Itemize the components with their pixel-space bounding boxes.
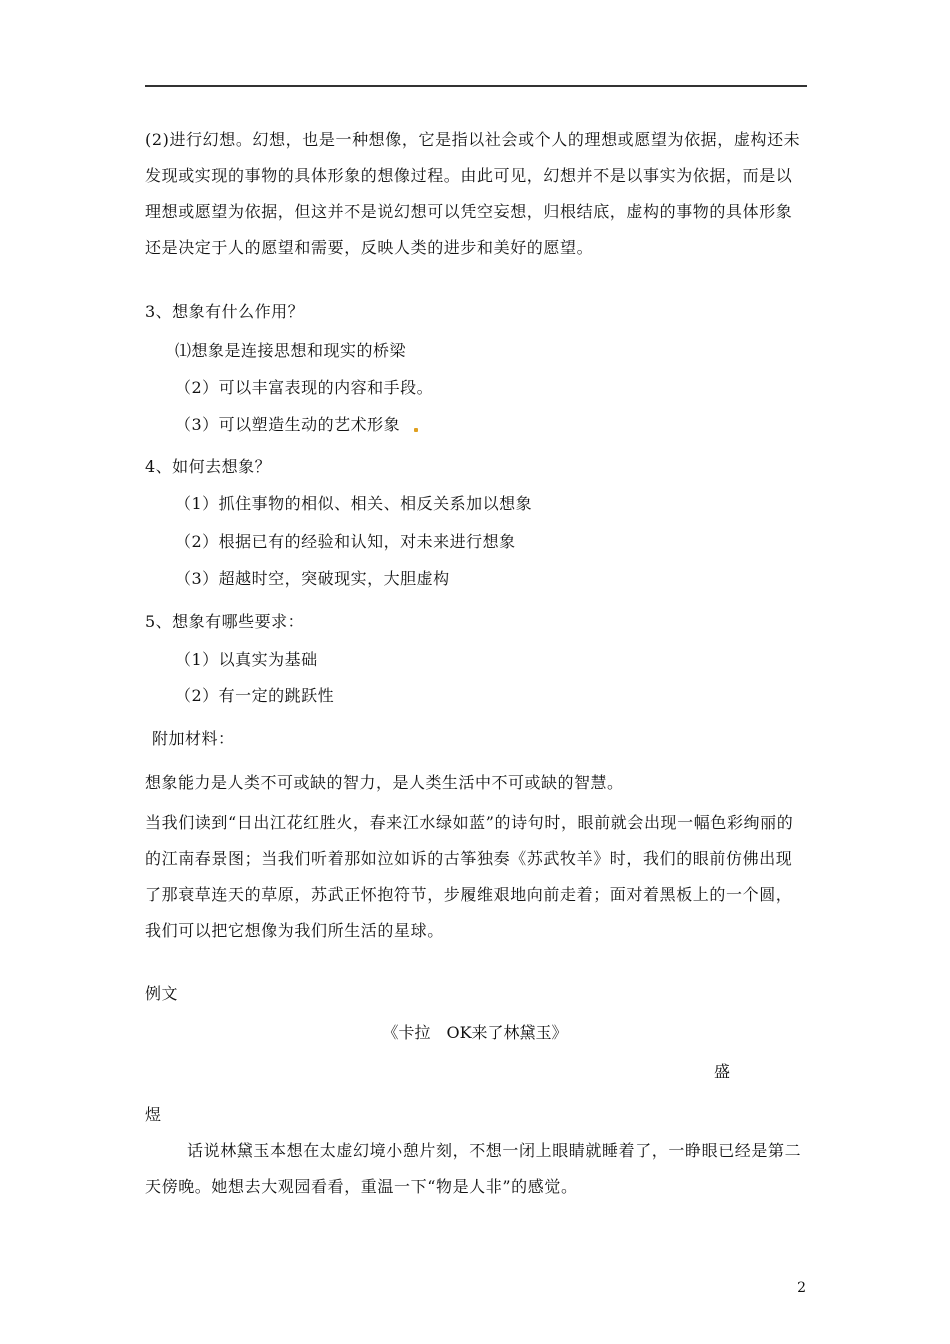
q4-item-2: （2）根据已有的经验和认知，对未来进行想象 <box>175 532 516 551</box>
essay-title: 《卡拉 OK来了林黛玉》 <box>382 1023 568 1042</box>
q3-item-3-row <box>175 415 418 435</box>
page-number: 2 <box>797 1280 806 1296</box>
q4-item-1: （1）抓住事物的相似、相关、相反关系加以想象 <box>175 494 533 513</box>
question-4: 4、如何去想象？ <box>145 457 272 476</box>
highlight-mark <box>414 428 418 432</box>
paragraph-fantasy: (2)进行幻想。幻想，也是一种想像，它是指以社会或个人的理想或愿望为依据，虚构还未发现或实现的事物的具体形象的想像过程。由此可见，幻想并不是以事实为依据，而是以理想或愿望为依据，但这并不是说幻想可以凭空妄想，归根结底，虚构的事物的具体形象还是决定于人的愿望和需要，反映人类的进步和美好的愿望。 <box>145 130 801 257</box>
appendix-line: 想象能力是人类不可或缺的智力，是人类生活中不可或缺的智慧。 <box>145 773 624 792</box>
paragraph-imagination: 当我们读到“日出江花红胜火，春来江水绿如蓝”的诗句时，眼前就会出现一幅色彩绚丽的的江南春景图；当我们听着那如泣如诉的古筝独奏《苏武牧羊》时，我们的眼前仿佛出现了那衰草连天的草原，苏武正怀抱符节，步履维艰地向前走着；面对着黑板上的一个圆，我们可以把它想像为我们所生活的星球。 <box>145 813 794 940</box>
header-rule <box>145 85 807 87</box>
appendix-label: 附加材料： <box>152 729 235 748</box>
q5-item-1: （1）以真实为基础 <box>175 650 318 669</box>
author-name-2: 煜 <box>145 1105 162 1124</box>
question-3: 3、想象有什么作用？ <box>145 302 305 321</box>
question-5: 5、想象有哪些要求： <box>145 612 305 631</box>
author-name-1: 盛 <box>714 1062 731 1081</box>
q3-item-2: （2）可以丰富表现的内容和手段。 <box>175 378 434 397</box>
paragraph-essay: 话说林黛玉本想在太虚幻境小憩片刻，不想一闭上眼睛就睡着了，一睁眼已经是第二天傍晚。她想去大观园看看，重温一下“物是人非”的感觉。 <box>145 1141 802 1196</box>
q4-item-3: （3）超越时空，突破现实，大胆虚构 <box>175 569 450 588</box>
q3-item-1: ⑴想象是连接思想和现实的桥梁 <box>175 341 407 360</box>
q5-item-2: （2）有一定的跳跃性 <box>175 686 335 705</box>
q3-item-3: （3）可以塑造生动的艺术形象 <box>175 415 401 434</box>
example-label: 例文 <box>145 984 179 1003</box>
